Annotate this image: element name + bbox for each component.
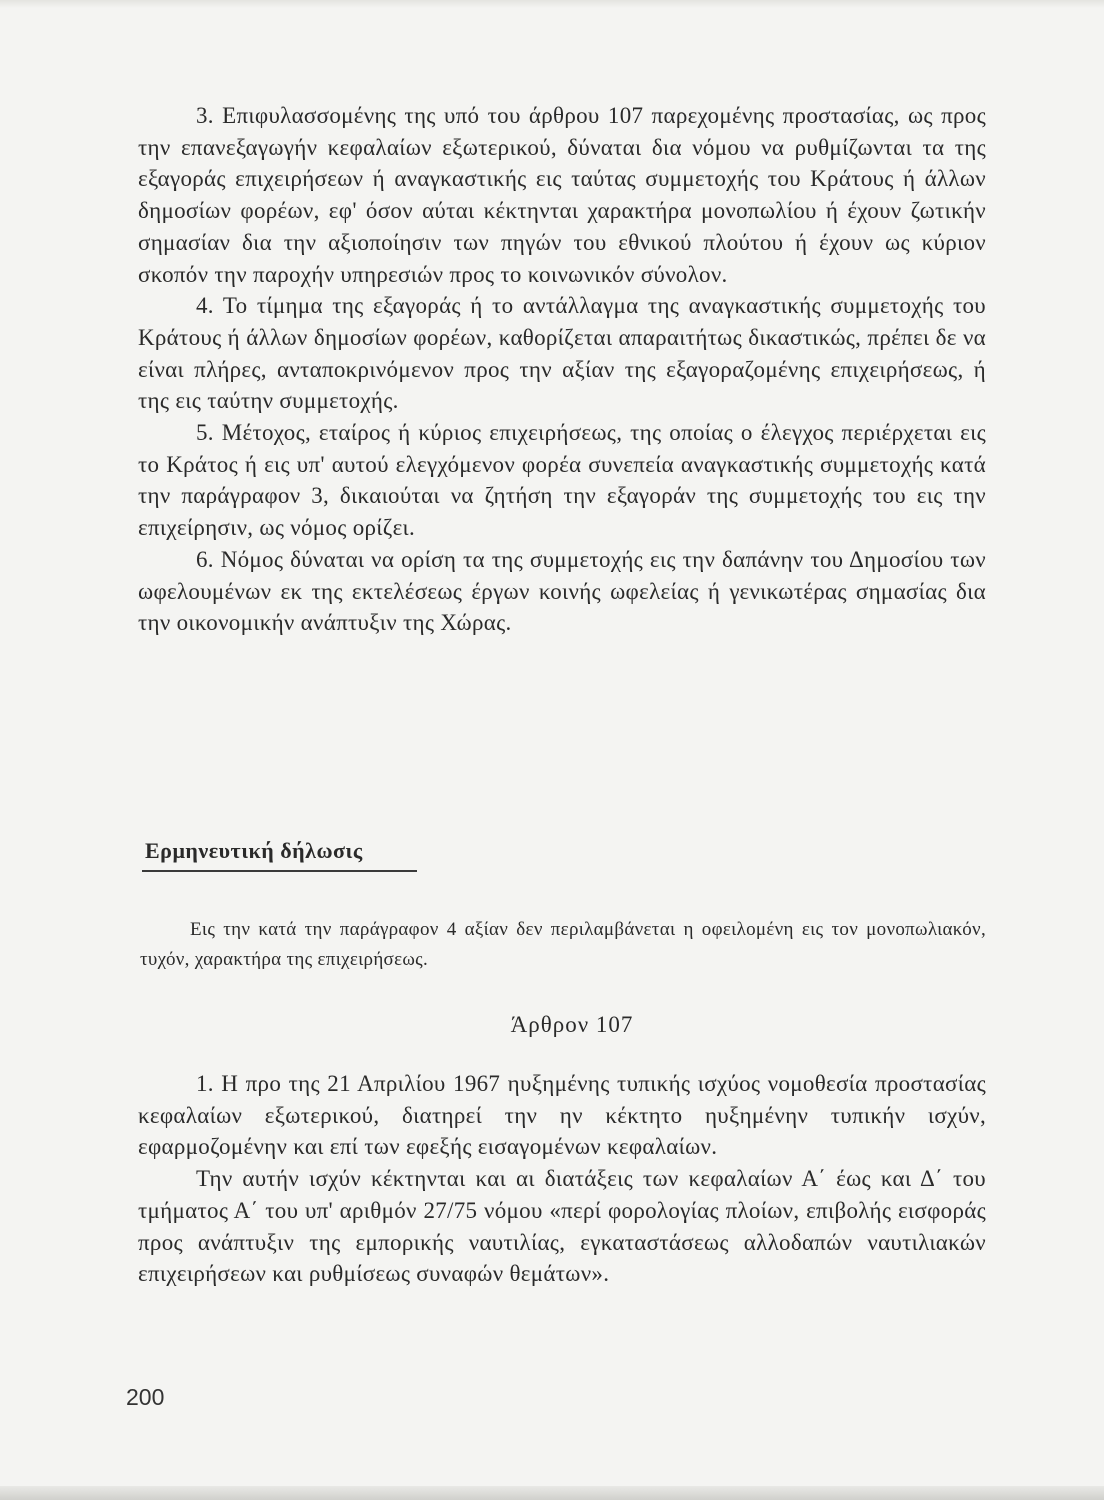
paragraph-4: 4. Το τίμημα της εξαγοράς ή το αντάλλαγμα της αναγκαστικής συμμετοχής του Κράτους ή άλλων δημοσίων φορέων, καθορίζεται απαραιτήτως δικαστικώς, πρέπει δε να είναι πλήρες, ανταποκρινόμενον προς την αξίαν της εξαγοραζομένης επιχειρήσεως, ή της εις ταύτην συμμετοχής.	[138, 293, 986, 414]
interpretive-note: Εις την κατά την παράγραφον 4 αξίαν δεν περιλαμβάνεται η οφειλομένη εις τον μονοπωλιακόν, τυχόν, χαρακτήρα της επιχειρήσεως.	[140, 919, 986, 970]
article-paragraph-1: 1. Η προ της 21 Απριλίου 1967 ηυξημένης τυπικής ισχύος νομοθεσία προστασίας κεφαλαίων εξωτερικού, διατηρεί την ην κέκτητο ηυξημένην τυπικήν ισχύν, εφαρμοζομένην και επί των εφεξής εισαγομένων κεφαλαίων.	[138, 1071, 986, 1160]
paragraph-5: 5. Μέτοχος, εταίρος ή κύριος επιχειρήσεως, της οποίας ο έλεγχος περιέρχεται εις το Κράτος ή εις υπ' αυτού ελεγχόμενον φορέα συνεπεία αναγκαστικής συμμετοχής κατά την παράγραφον 3, δικαιούται να ζητήση την εξαγοράν της συμμετοχής του εις την επιχείρησιν, ως νόμος ορίζει.	[138, 420, 986, 541]
scan-top-shade	[0, 0, 1104, 8]
article-106-continuation	[138, 100, 986, 639]
paragraph-3: 3. Επιφυλασσομένης της υπό του άρθρου 107 παρεχομένης προστασίας, ως προς την επανεξαγωγήν κεφαλαίων εξωτερικού, δύναται δια νόμου να ρυθμίζωνται τα της εξαγοράς επιχειρήσεων ή αναγκαστικής εις ταύτας συμμετοχής του Κράτους ή άλλων δημοσίων φορέων, εφ' όσον αύται κέκτηνται χαρακτήρα μονοπωλίου ή έχουν ζωτικήν σημασίαν δια την αξιοποίησιν των πηγών του εθνικού πλούτου ή έχουν ως κύριον σκοπόν την παροχήν υπηρεσιών προς το κοινωνικόν σύνολον.	[138, 103, 986, 287]
article-paragraph-2: Την αυτήν ισχύν κέκτηνται και αι διατάξεις των κεφαλαίων Α΄ έως και Δ΄ του τμήματος Α΄ του υπ' αριθμόν 27/75 νόμου «περί φορολογίας πλοίων, επιβολής εισφοράς προς ανάπτυξιν της εμπορικής ναυτιλίας, εγκαταστάσεως αλλοδαπών ναυτιλιακών επιχειρήσεων και ρυθμίσεως συναφών θεμάτων».	[138, 1166, 986, 1287]
paragraph-6: 6. Νόμος δύναται να ορίση τα της συμμετοχής εις την δαπάνην του Δημοσίου των ωφελουμένων εκ της εκτελέσεως έργων κοινής ωφελείας ή γενικωτέρας σημασίας δια την οικονομικήν ανάπτυξιν της Χώρας.	[138, 546, 986, 636]
heading-underline	[142, 870, 417, 872]
scan-bottom-edge	[0, 1486, 1104, 1500]
page-number: 200	[126, 1384, 165, 1410]
interpretive-heading: Ερμηνευτική δήλωσις	[145, 838, 363, 863]
article-107-body	[138, 1068, 986, 1290]
article-title: Άρθρον 107	[510, 1012, 634, 1037]
